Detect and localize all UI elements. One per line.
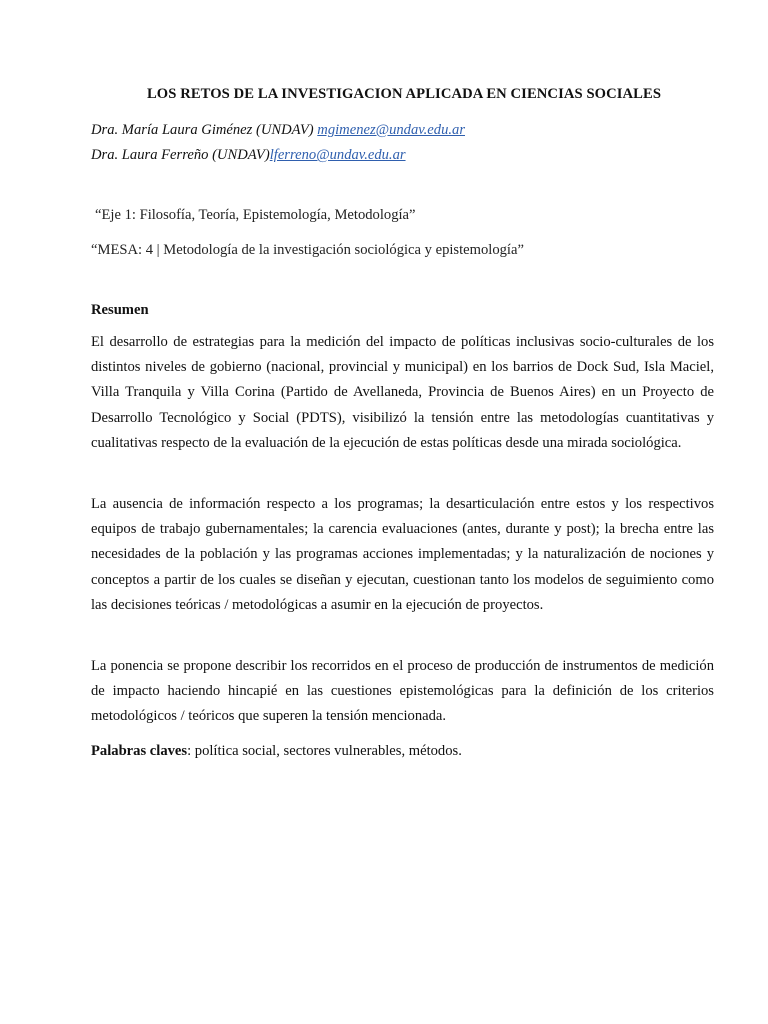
keywords-line bbox=[91, 743, 462, 760]
abstract-heading: Resumen bbox=[91, 302, 149, 318]
eje-line: “Eje 1: Filosofía, Teoría, Epistemología, Metodología” bbox=[95, 207, 416, 223]
document-title: LOS RETOS DE LA INVESTIGACION APLICADA EN CIENCIAS SOCIALES bbox=[146, 86, 662, 102]
mesa-line: “MESA: 4 | Metodología de la investigación sociológica y epistemología” bbox=[91, 242, 524, 258]
author-1-email-link[interactable]: mgimenez@undav.edu.ar bbox=[317, 122, 465, 138]
author-1 bbox=[91, 122, 465, 139]
author-1-name: Dra. María Laura Giménez (UNDAV) bbox=[91, 122, 318, 138]
abstract-paragraph-1: El desarrollo de estrategias para la medición del impacto de políticas inclusivas socio-culturales de los distintos niveles de gobierno (nacional, provincial y municipal) en los barrios de Dock Sud, Isla Maciel, Villa Tranquila y Villa Corina (Partido de Avellaneda, Provincia de Buenos Aires) en un Proyecto de Desarrollo Tecnológico y Social (PDTS), visibilizó la tensión entre las metodologías cuantitativas y cualitativas respecto de la evaluación de la ejecución de estas políticas desde una mirada sociológica. bbox=[91, 334, 714, 451]
abstract-paragraph-3: La ponencia se propone describir los recorridos en el proceso de producción de instrumentos de medición de impacto haciendo hincapié en las cuestiones epistemológicas para la definición de los criterios metodológicos / teóricos que superen la tensión mencionada. bbox=[91, 658, 714, 725]
author-2 bbox=[91, 147, 406, 164]
keywords-label: Palabras claves bbox=[91, 743, 188, 759]
author-2-name: Dra. Laura Ferreño (UNDAV) bbox=[91, 147, 270, 163]
author-2-email-link[interactable]: lferreno@undav.edu.ar bbox=[269, 147, 406, 163]
keywords-text: : política social, sectores vulnerables, métodos. bbox=[187, 743, 462, 759]
abstract-paragraph-2: La ausencia de información respecto a los programas; la desarticulación entre estos y los respectivos equipos de trabajo gubernamentales; la carencia evaluaciones (antes, durante y post); la brecha entre las necesidades de la población y las programas acciones implementadas; y la naturalización de nociones y conceptos a partir de los cuales se diseñan y ejecutan, cuestionan tanto los modelos de seguimiento como las decisiones teóricas / metodológicas a asumir en la ejecución de proyectos. bbox=[91, 496, 714, 613]
